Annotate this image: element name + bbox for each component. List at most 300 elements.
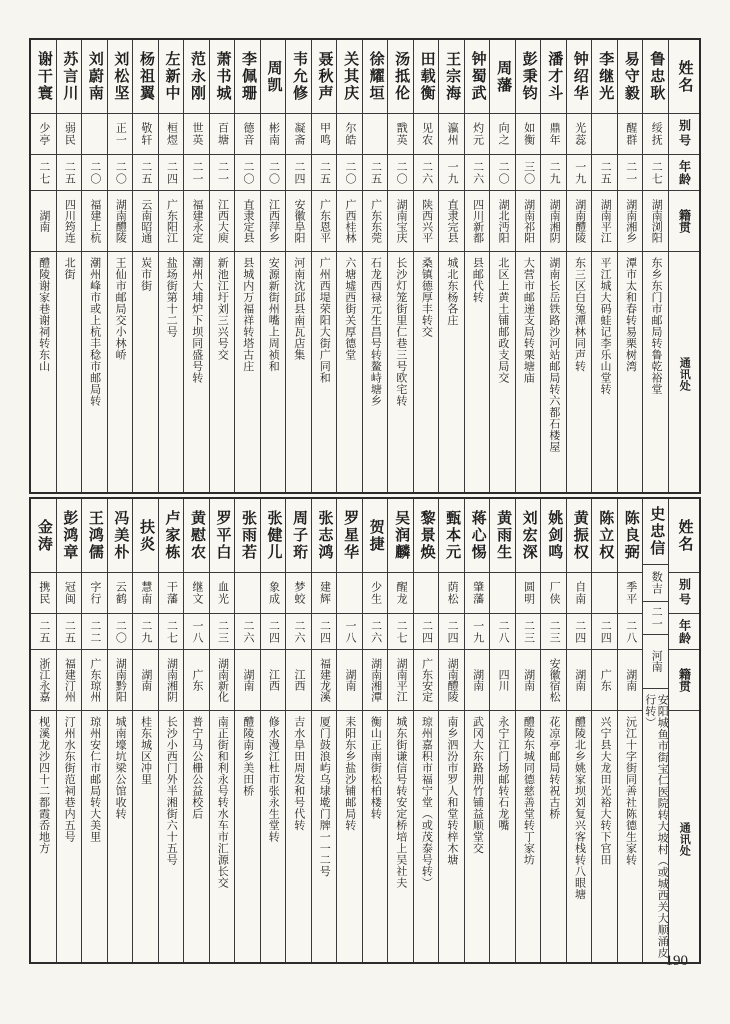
- person-native-cell: 湖南湘阴: [541, 190, 566, 251]
- person-column: [464, 40, 490, 492]
- person-age-cell: 二一: [618, 154, 643, 190]
- person-alias-cell: 肇藩: [465, 572, 490, 613]
- person-column: [234, 499, 260, 962]
- person-alias-cell: 向之: [490, 113, 515, 154]
- person-native-cell: 广东: [184, 649, 209, 710]
- person-column: [566, 499, 592, 962]
- person-name-cell: 田载衡: [418, 51, 435, 102]
- person-column: [413, 499, 439, 962]
- person-address-cell: 醴陵谢家巷谢祠转东山: [31, 251, 56, 492]
- person-column: [566, 40, 592, 492]
- person-alias-cell: 绥抚: [643, 113, 668, 154]
- person-age-cell: 二五: [592, 154, 617, 190]
- header-age: 年龄: [669, 613, 699, 649]
- person-column: [107, 499, 133, 962]
- person-alias-cell: 彬南: [261, 113, 286, 154]
- person-column: [285, 40, 311, 492]
- person-age-cell: 二〇: [108, 154, 133, 190]
- person-column: [31, 499, 56, 962]
- person-native-cell: 湖南祁阳: [516, 190, 541, 251]
- person-age-cell: 二一: [184, 154, 209, 190]
- person-address-cell: 琼州安仁市邮局转大美里: [82, 710, 107, 962]
- person-age-cell: 二四: [159, 154, 184, 190]
- person-address-cell: 盐场街第十二号: [159, 251, 184, 492]
- person-column: [31, 40, 56, 492]
- person-address-cell: 厦门鼓浪屿乌埭墘门牌一一二号: [312, 710, 337, 962]
- person-name-cell: 罗平白: [214, 510, 231, 561]
- person-native-cell: 直隶完县: [439, 190, 464, 251]
- person-address-cell: 潭市太和春转易栗树湾: [618, 251, 643, 492]
- header-address: 通讯处: [669, 251, 699, 492]
- person-name-cell: 王鸿儒: [86, 510, 103, 561]
- person-column: [107, 40, 133, 492]
- person-address-cell: 城南壕坑梁公馆收转: [108, 710, 133, 962]
- person-column: [183, 499, 209, 962]
- person-name-cell: 贺捷: [367, 518, 384, 553]
- person-age-cell: 一九: [439, 154, 464, 190]
- person-age-cell: 二五: [31, 613, 56, 649]
- header-alias: 别号: [669, 113, 699, 154]
- person-address-cell: 广州西堤荣阳大街广同和: [312, 251, 337, 492]
- person-column: [438, 499, 464, 962]
- person-name-cell: 周子珩: [291, 510, 308, 561]
- person-address-cell: 永宁江门场邮转石龙嘴: [490, 710, 515, 962]
- person-column: [158, 499, 184, 962]
- person-alias-cell: 自南: [567, 572, 592, 613]
- person-column: [158, 40, 184, 492]
- person-age-cell: 三〇: [516, 154, 541, 190]
- person-alias-cell: 云鹤: [108, 572, 133, 613]
- person-native-cell: 湖南: [31, 190, 56, 251]
- person-address-cell: 东三区白兔潭林同声转: [567, 251, 592, 492]
- person-native-cell: 湖南: [337, 649, 362, 710]
- person-address-cell: 兴宁县大龙田光裕大转下官田: [592, 710, 617, 962]
- person-name-cell: 张志鸿: [316, 510, 333, 561]
- person-name-cell: 冯美朴: [112, 510, 129, 561]
- person-address-cell: 东乡东门市邮局转鲁乾裕堂: [643, 251, 668, 492]
- person-age-cell: 二〇: [388, 154, 413, 190]
- person-age-cell: 二六: [286, 613, 311, 649]
- person-column: [617, 499, 643, 962]
- person-name-cell: 鲁忠耿: [648, 51, 665, 102]
- person-column: [515, 40, 541, 492]
- person-name-cell: 罗星华: [342, 510, 359, 561]
- person-column: [132, 499, 158, 962]
- person-name-cell: 汤抵伦: [393, 51, 410, 102]
- person-age-cell: 一九: [465, 613, 490, 649]
- person-age-cell: 二六: [363, 613, 388, 649]
- person-address-cell: 城东街谦信号转安定桥培上吴社夫: [388, 710, 413, 962]
- person-alias-cell: 弱民: [57, 113, 82, 154]
- person-column: [642, 499, 668, 962]
- person-column: [81, 40, 107, 492]
- person-native-cell: 湖南湘潭: [363, 649, 388, 710]
- person-name-cell: 彭秉钧: [520, 51, 537, 102]
- person-alias-cell: 圆明: [516, 572, 541, 613]
- person-alias-cell: 荫松: [439, 572, 464, 613]
- person-address-cell: 花凉亭邮局转祝古桥: [541, 710, 566, 962]
- person-name-cell: 关其庆: [342, 51, 359, 102]
- person-alias-cell: 尔皓: [337, 113, 362, 154]
- person-alias-cell: 建辉: [312, 572, 337, 613]
- person-name-cell: 苏言川: [61, 51, 78, 102]
- person-native-cell: 江西: [261, 649, 286, 710]
- person-column: [413, 40, 439, 492]
- person-name-cell: 钟绍华: [571, 51, 588, 102]
- person-name-cell: 徐耀垣: [367, 51, 384, 102]
- person-address-cell: 炭市街: [133, 251, 158, 492]
- person-alias-cell: 醒龙: [388, 572, 413, 613]
- person-age-cell: 二〇: [261, 154, 286, 190]
- person-native-cell: 广东琼州: [82, 649, 107, 710]
- person-name-cell: 左新中: [163, 51, 180, 102]
- person-alias-cell: [592, 572, 617, 613]
- person-alias-cell: 象成: [261, 572, 286, 613]
- person-native-cell: 湖南湘乡: [618, 190, 643, 251]
- person-column: [56, 40, 82, 492]
- person-address-cell: 修水漫江杜市张永生堂转: [261, 710, 286, 962]
- person-age-cell: 二五: [133, 154, 158, 190]
- person-age-cell: 二三: [516, 613, 541, 649]
- person-address-cell: 北街: [57, 251, 82, 492]
- person-native-cell: 湖南平江: [592, 190, 617, 251]
- person-alias-cell: 德音: [235, 113, 260, 154]
- person-native-cell: 湖南新化: [210, 649, 235, 710]
- person-address-cell: 六塘墟西街关厚德堂: [337, 251, 362, 492]
- person-native-cell: 湖南醴陵: [108, 190, 133, 251]
- person-native-cell: 陕西兴平: [414, 190, 439, 251]
- person-name-cell: 韦允修: [291, 51, 308, 102]
- person-address-cell: 汀州水东街范祠巷内五号: [57, 710, 82, 962]
- person-name-cell: 甄本元: [444, 510, 461, 561]
- person-name-cell: 卢家栋: [163, 510, 180, 561]
- person-name-cell: 萧书城: [214, 51, 231, 102]
- person-age-cell: 二八: [490, 613, 515, 649]
- person-native-cell: 直隶定县: [235, 190, 260, 251]
- person-native-cell: 福建汀州: [57, 649, 82, 710]
- person-name-cell: 聂秋声: [316, 51, 333, 102]
- person-alias-cell: 桓煜: [159, 113, 184, 154]
- person-alias-cell: 瀛州: [439, 113, 464, 154]
- person-alias-cell: 少亭: [31, 113, 56, 154]
- person-address-cell: 平江城大码蛙记李乐山堂转: [592, 251, 617, 492]
- person-column: [209, 499, 235, 962]
- person-column: [591, 40, 617, 492]
- person-address-cell: 耒阳东乡盐沙铺邮局转: [337, 710, 362, 962]
- person-native-cell: 广东东莞: [363, 190, 388, 251]
- person-alias-cell: 百塘: [210, 113, 235, 154]
- person-age-cell: 二三: [210, 613, 235, 649]
- person-column: [209, 40, 235, 492]
- person-column: [234, 40, 260, 492]
- person-native-cell: 安徽阜阳: [286, 190, 311, 251]
- person-alias-cell: 敬轩: [133, 113, 158, 154]
- person-alias-cell: 凝斋: [286, 113, 311, 154]
- directory-table-bottom: [29, 497, 701, 964]
- person-name-cell: 刘宏深: [520, 510, 537, 561]
- page-number: 190: [665, 953, 688, 969]
- person-native-cell: 江西: [286, 649, 311, 710]
- person-name-cell: 刘蔚南: [86, 51, 103, 102]
- person-age-cell: 二四: [439, 613, 464, 649]
- person-name-cell: 李佩珊: [240, 51, 256, 102]
- person-alias-cell: [337, 572, 362, 613]
- person-name-cell: 陈良弼: [622, 510, 639, 561]
- person-native-cell: 湖北沔阳: [490, 190, 515, 251]
- person-age-cell: 二八: [618, 613, 643, 649]
- person-native-cell: 湖南醴陵: [567, 190, 592, 251]
- person-address-cell: 衡山正南街松柏楼转: [363, 710, 388, 962]
- person-age-cell: 一八: [184, 613, 209, 649]
- header-native: 籍贯: [669, 190, 699, 251]
- person-age-cell: 二〇: [235, 154, 260, 190]
- person-address-cell: 南乡泗汾市罗人和堂转梓木塘: [439, 710, 464, 962]
- person-native-cell: 浙江永嘉: [31, 649, 56, 710]
- person-age-cell: 一九: [567, 154, 592, 190]
- person-native-cell: 安徽宿松: [541, 649, 566, 710]
- person-name-cell: 潘才斗: [546, 51, 563, 102]
- person-name-cell: 刘松坚: [112, 51, 129, 102]
- person-native-cell: 广西桂林: [337, 190, 362, 251]
- person-column: [336, 499, 362, 962]
- person-name-cell: 张健儿: [265, 510, 282, 561]
- person-alias-cell: [82, 113, 107, 154]
- person-address-cell: 城北东杨各庄: [439, 251, 464, 492]
- person-native-cell: 江西萍乡: [261, 190, 286, 251]
- person-age-cell: 二〇: [337, 154, 362, 190]
- person-native-cell: 湖南: [235, 649, 260, 710]
- person-age-cell: 二六: [414, 154, 439, 190]
- person-alias-cell: 戬英: [388, 113, 413, 154]
- person-alias-cell: 光蕊: [567, 113, 592, 154]
- person-column: [362, 499, 388, 962]
- person-age-cell: 二一: [643, 601, 668, 633]
- person-address-cell: 醴陵南乡美田桥: [235, 710, 260, 962]
- person-native-cell: 广东安定: [414, 649, 439, 710]
- person-column: [56, 499, 82, 962]
- person-column: [464, 499, 490, 962]
- person-native-cell: 湖南浏阳: [643, 190, 668, 251]
- person-native-cell: 四川筠连: [57, 190, 82, 251]
- person-name-cell: 钟蜀武: [469, 51, 486, 102]
- person-alias-cell: 如衡: [516, 113, 541, 154]
- person-alias-cell: 见农: [414, 113, 439, 154]
- person-alias-cell: [235, 572, 260, 613]
- header-age: 年龄: [669, 154, 699, 190]
- person-name-cell: 姚剑鸣: [546, 510, 563, 561]
- person-address-cell: 普宁马公栅公益校后: [184, 710, 209, 962]
- person-alias-cell: 慧南: [133, 572, 158, 613]
- person-native-cell: 福建上杭: [82, 190, 107, 251]
- person-address-cell: 安阳城鱼市街宝仁医院转大坡村（或城西关大顺涌皮行转）: [643, 688, 668, 962]
- person-native-cell: 湖南平江: [388, 649, 413, 710]
- person-alias-cell: 季平: [618, 572, 643, 613]
- person-column: [362, 40, 388, 492]
- person-name-cell: 史忠信: [648, 506, 665, 558]
- person-column: [642, 40, 668, 492]
- person-address-cell: 潮州大埔炉下坝同盛号转: [184, 251, 209, 492]
- person-name-cell: 李继光: [597, 51, 614, 102]
- person-name-cell: 范永刚: [188, 51, 205, 102]
- person-name-cell: 蒋心惕: [469, 510, 486, 561]
- person-column: [438, 40, 464, 492]
- person-column: [617, 40, 643, 492]
- person-age-cell: 二四: [286, 154, 311, 190]
- person-address-cell: 县城内万福祥转塔古庄: [235, 251, 260, 492]
- person-alias-cell: 字行: [82, 572, 107, 613]
- person-column: [489, 40, 515, 492]
- person-address-cell: 桂东城区冲里: [133, 710, 158, 962]
- person-column: [387, 40, 413, 492]
- person-address-cell: 新池江圩刘三兴号交: [210, 251, 235, 492]
- person-address-cell: 安源新街州嘴上周祯和: [261, 251, 286, 492]
- header-alias: 别号: [669, 572, 699, 613]
- directory-table-top: [29, 38, 701, 494]
- person-alias-cell: 厂侠: [541, 572, 566, 613]
- person-address-cell: 枧溪龙沙四十二都霞岙地方: [31, 710, 56, 962]
- header-column-top: [668, 40, 699, 492]
- person-column: [336, 40, 362, 492]
- person-column: [132, 40, 158, 492]
- person-age-cell: 二三: [541, 613, 566, 649]
- person-alias-cell: 世英: [184, 113, 209, 154]
- person-native-cell: 广东阳江: [159, 190, 184, 251]
- person-address-cell: 长沙灯笼街里仁巷三号欧宅转: [388, 251, 413, 492]
- person-alias-cell: 干藩: [159, 572, 184, 613]
- person-column: [387, 499, 413, 962]
- person-age-cell: 二九: [541, 154, 566, 190]
- person-native-cell: 湖南黔阳: [108, 649, 133, 710]
- person-column: [311, 40, 337, 492]
- person-address-cell: 河南沈邱县南瓦店集: [286, 251, 311, 492]
- person-native-cell: 四川新都: [465, 190, 490, 251]
- person-name-cell: 黄振权: [571, 510, 588, 561]
- person-alias-cell: 鼎年: [541, 113, 566, 154]
- person-native-cell: 云南昭通: [133, 190, 158, 251]
- person-age-cell: 二〇: [82, 154, 107, 190]
- person-alias-cell: 数吉: [643, 564, 668, 601]
- person-address-cell: 湖南长岳铁路沙河站邮局转六都石楼屋: [541, 251, 566, 492]
- person-address-cell: 潮州峰市或上杭丰稔市邮局转: [82, 251, 107, 492]
- person-name-cell: 杨祖翼: [137, 51, 154, 102]
- person-alias-cell: 冠闽: [57, 572, 82, 613]
- person-column: [183, 40, 209, 492]
- person-age-cell: 二〇: [108, 613, 133, 649]
- person-alias-cell: 血光: [210, 572, 235, 613]
- person-column: [260, 499, 286, 962]
- person-native-cell: 广东: [592, 649, 617, 710]
- person-native-cell: 湖南: [618, 649, 643, 710]
- person-address-cell: 琼州嘉积市福宁堂（或茂泰号转）: [414, 710, 439, 962]
- person-age-cell: 二七: [31, 154, 56, 190]
- person-address-cell: 长沙小西门外半湘街六十五号: [159, 710, 184, 962]
- header-name: 姓名: [676, 518, 693, 553]
- person-alias-cell: 正一: [108, 113, 133, 154]
- person-native-cell: 湖南: [516, 649, 541, 710]
- person-column: [81, 499, 107, 962]
- person-age-cell: 二五: [312, 154, 337, 190]
- header-name: 姓名: [676, 59, 693, 94]
- person-name-cell: 陈立权: [597, 510, 614, 561]
- person-name-cell: 黄慰农: [188, 510, 205, 561]
- person-address-cell: 醴陵东城同德慈善堂转丁家坊: [516, 710, 541, 962]
- person-native-cell: 湖南宝庆: [388, 190, 413, 251]
- person-age-cell: 二四: [414, 613, 439, 649]
- person-native-cell: 湖南: [465, 649, 490, 710]
- person-native-cell: 福建龙溪: [312, 649, 337, 710]
- person-column: [540, 40, 566, 492]
- person-address-cell: 南正街和利永号转水车市汇源长交: [210, 710, 235, 962]
- person-address-cell: 北区上黄土铺邮政支局交: [490, 251, 515, 492]
- person-age-cell: 一八: [337, 613, 362, 649]
- person-age-cell: 二六: [465, 154, 490, 190]
- person-age-cell: 二七: [643, 154, 668, 190]
- header-native: 籍贯: [669, 649, 699, 710]
- person-name-cell: 易守毅: [622, 51, 639, 102]
- person-native-cell: 江西大庾: [210, 190, 235, 251]
- person-name-cell: 彭鸿章: [61, 510, 78, 561]
- person-age-cell: 二四: [261, 613, 286, 649]
- person-column: [260, 40, 286, 492]
- person-native-cell: 福建永定: [184, 190, 209, 251]
- person-native-cell: 广东恩平: [312, 190, 337, 251]
- person-age-cell: 二〇: [490, 154, 515, 190]
- person-address-cell: 大营市邮递支局转栗塘庙: [516, 251, 541, 492]
- person-alias-cell: 醒群: [618, 113, 643, 154]
- person-column: [489, 499, 515, 962]
- person-column: [515, 499, 541, 962]
- person-native-cell: 四川: [490, 649, 515, 710]
- person-name-cell: 张雨若: [240, 510, 256, 561]
- person-native-cell: 湖南: [133, 649, 158, 710]
- person-name-cell: 谢干寰: [35, 51, 52, 102]
- person-alias-cell: 携民: [31, 572, 56, 613]
- person-native-cell: 湖南湘阴: [159, 649, 184, 710]
- person-age-cell: 二七: [388, 613, 413, 649]
- person-column: [311, 499, 337, 962]
- person-alias-cell: 继文: [184, 572, 209, 613]
- person-age-cell: 二二: [82, 613, 107, 649]
- person-name-cell: 王宗海: [444, 51, 461, 102]
- person-address-cell: 县邮代转: [465, 251, 490, 492]
- person-alias-cell: 少生: [363, 572, 388, 613]
- header-address: 通讯处: [669, 710, 699, 962]
- person-address-cell: 石龙西禄元生昌号转鳌峙塘乡: [363, 251, 388, 492]
- person-address-cell: 王仙市邮局交小林峤: [108, 251, 133, 492]
- person-age-cell: 二五: [57, 613, 82, 649]
- person-address-cell: 吉水阜田周发和号代转: [286, 710, 311, 962]
- header-column-bottom: [668, 499, 699, 962]
- person-column: [540, 499, 566, 962]
- person-age-cell: 二四: [312, 613, 337, 649]
- person-name-cell: 周藩: [495, 59, 512, 94]
- person-column: [591, 499, 617, 962]
- person-age-cell: 二四: [592, 613, 617, 649]
- person-native-cell: 河南: [643, 634, 668, 689]
- person-age-cell: 二六: [235, 613, 260, 649]
- person-alias-cell: [490, 572, 515, 613]
- person-age-cell: 二五: [57, 154, 82, 190]
- person-name-cell: 黎景焕: [418, 510, 435, 561]
- person-age-cell: 二九: [133, 613, 158, 649]
- person-age-cell: 二四: [567, 613, 592, 649]
- person-alias-cell: 灼元: [465, 113, 490, 154]
- person-column: [285, 499, 311, 962]
- person-address-cell: 武冈大东路荆竹铺益顺堂交: [465, 710, 490, 962]
- person-age-cell: 二一: [210, 154, 235, 190]
- person-name-cell: 金涛: [35, 518, 52, 553]
- person-address-cell: 醴陵北乡姚家坝刘复兴客栈转八眼塘: [567, 710, 592, 962]
